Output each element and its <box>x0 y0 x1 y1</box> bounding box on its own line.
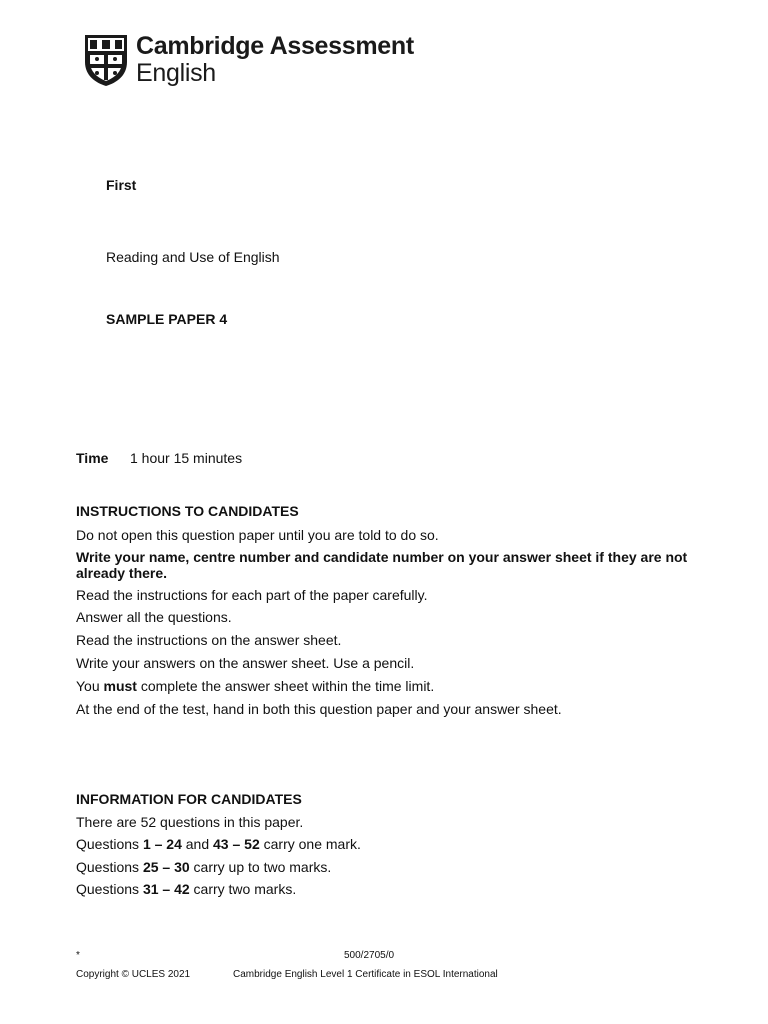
cambridge-logo <box>84 34 414 90</box>
footer-copyright: Copyright © UCLES 2021 <box>76 969 191 980</box>
instruction-line: Write your answers on the answer sheet. Use a pencil. <box>76 655 415 671</box>
footer-certificate: Cambridge English Level 1 Certificate in ESOL International <box>233 969 498 980</box>
question-range: 31 – 42 <box>142 881 190 897</box>
time-label: Time <box>76 450 109 466</box>
instruction-line-time-limit <box>76 678 434 695</box>
text-run: carry up to two marks. <box>189 859 332 875</box>
information-line: There are 52 questions in this paper. <box>76 814 304 830</box>
information-line-marks-up-to-two <box>76 859 331 876</box>
text-run: carry one mark. <box>259 836 361 852</box>
text-run: carry two marks. <box>189 881 297 897</box>
question-range: 25 – 30 <box>142 859 190 875</box>
instruction-line: Do not open this question paper until you are told to do so. <box>76 527 439 543</box>
text-run: complete the answer sheet within the time limit. <box>136 678 435 694</box>
text-run: Questions <box>76 881 143 897</box>
paper-name: Reading and Use of English <box>106 249 280 265</box>
text-run: Questions <box>76 836 143 852</box>
instructions-heading: INSTRUCTIONS TO CANDIDATES <box>76 503 299 519</box>
instruction-line: At the end of the test, hand in both this question paper and your answer sheet. <box>76 701 562 717</box>
question-range: 43 – 52 <box>213 836 260 852</box>
question-range: 1 – 24 <box>142 836 182 852</box>
text-run: Questions <box>76 859 143 875</box>
text-run: You <box>76 678 104 694</box>
cambridge-shield-icon <box>84 34 128 86</box>
time-value: 1 hour 15 minutes <box>130 450 243 466</box>
logo-title: Cambridge Assessment <box>136 32 414 60</box>
instruction-line: Read the instructions for each part of the paper carefully. <box>76 587 428 603</box>
instruction-line-bold: Write your name, centre number and candidate number on your answer sheet if they are not already there. <box>76 549 688 581</box>
instruction-line: Read the instructions on the answer sheet. <box>76 632 342 648</box>
exam-level: First <box>106 177 137 193</box>
footer-code: 500/2705/0 <box>344 950 395 961</box>
logo-subtitle: English <box>136 59 216 87</box>
information-heading: INFORMATION FOR CANDIDATES <box>76 791 302 807</box>
instruction-line: Answer all the questions. <box>76 609 232 625</box>
sample-paper-label: SAMPLE PAPER 4 <box>106 311 228 327</box>
text-run: and <box>181 836 214 852</box>
footer-mark: * <box>76 950 80 961</box>
information-line-marks-two <box>76 881 296 898</box>
information-line-marks-one <box>76 836 361 853</box>
emphasis-must: must <box>103 678 137 694</box>
